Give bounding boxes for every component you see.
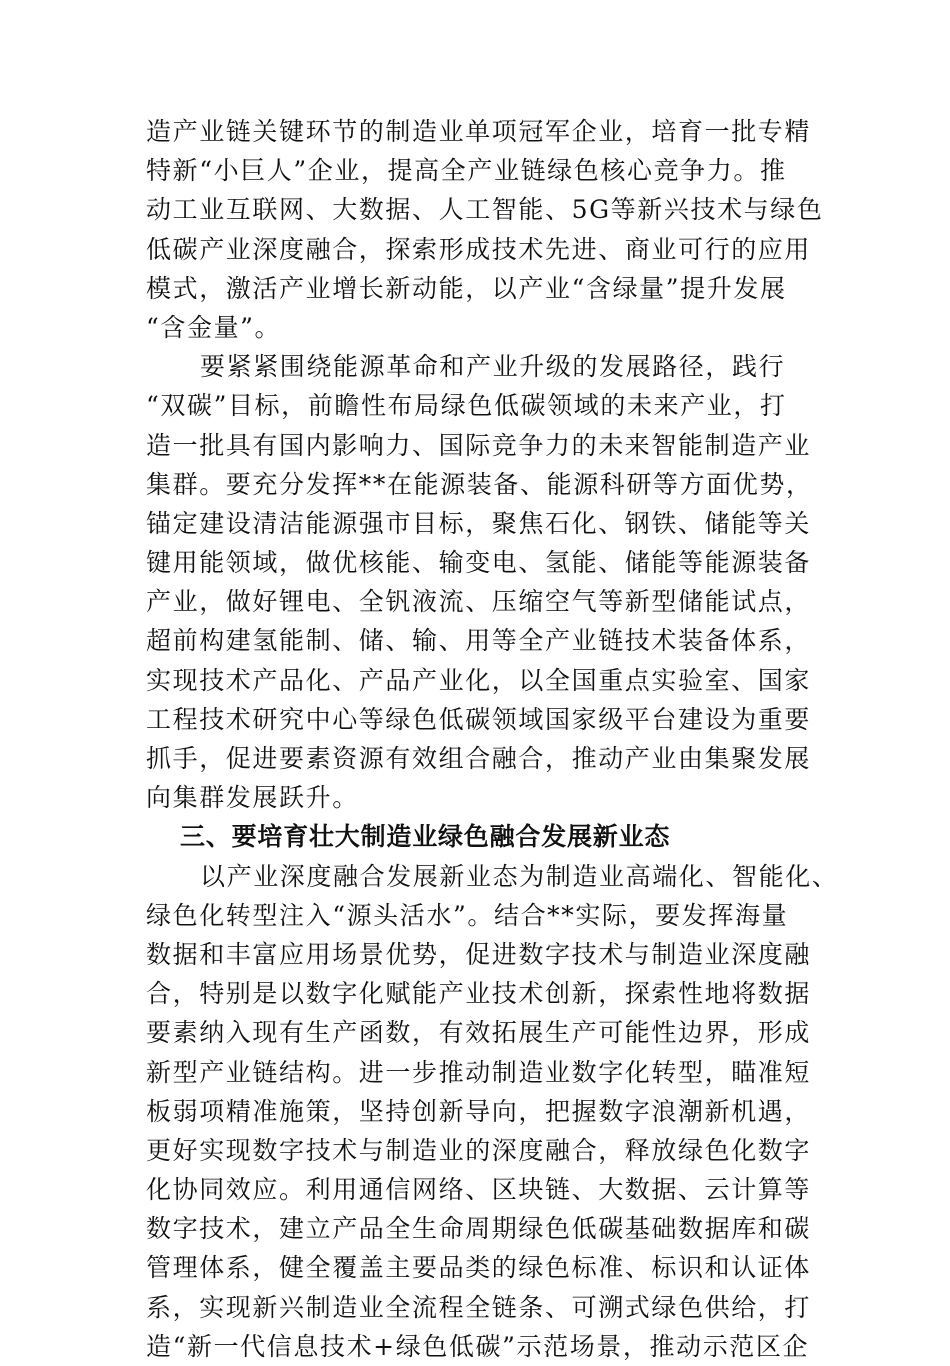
paragraph-start-line: 以产业深度融合发展新业态为制造业高端化、智能化、 [200,861,839,891]
body-line: 数字技术，建立产品全生命周期绿色低碳基础数据库和碳 [146,1214,812,1244]
body-line: 动工业互联网、大数据、人工智能、5G等新兴技术与绿色 [146,195,824,225]
body-line: 绿色化转型注入“源头活水”。结合**实际，要发挥海量 [146,900,789,930]
document-body [146,112,839,1366]
body-line: 合，特别是以数字化赋能产业技术创新，探索性地将数据 [146,979,812,1009]
body-line: 锚定建设清洁能源强市目标，聚焦石化、钢铁、储能等关 [146,508,812,538]
body-line: 工程技术研究中心等绿色低碳领域国家级平台建设为重要 [146,704,812,734]
body-line: 特新“小巨人”企业，提高全产业链绿色核心竞争力。推 [146,156,787,186]
body-line: 产业，做好锂电、全钒液流、压缩空气等新型储能试点， [146,587,812,617]
body-line: 系，实现新兴制造业全流程全链条、可溯式绿色供给，打 [146,1292,812,1322]
body-line: 低碳产业深度融合，探索形成技术先进、商业可行的应用 [146,234,812,264]
body-line: 造产业链关键环节的制造业单项冠军企业，培育一批专精 [146,117,812,146]
section-heading: 三、要培育壮大制造业绿色融合发展新业态 [180,822,671,852]
body-line: 模式，激活产业增长新动能，以产业“含绿量”提升发展 [146,273,787,303]
body-line: 造“新一代信息技术+绿色低碳”示范场景，推动示范区企 [146,1331,810,1361]
body-line: 板弱项精准施策，坚持创新导向，把握数字浪潮新机遇， [146,1096,812,1126]
body-line: 键用能领域，做优核能、输变电、氢能、储能等能源装备 [146,548,812,578]
body-line: 造一批具有国内影响力、国际竞争力的未来智能制造产业 [146,430,812,460]
body-line: “含金量”。 [146,312,282,342]
body-line: 实现技术产品化、产品产业化，以全国重点实验室、国家 [146,665,812,695]
body-line: 集群。要充分发挥**在能源装备、能源科研等方面优势， [146,469,813,499]
body-line: 超前构建氢能制、储、输、用等全产业链技术装备体系， [146,626,812,656]
body-line: 新型产业链结构。进一步推动制造业数字化转型，瞄准短 [146,1057,812,1087]
body-line: 要素纳入现有生产函数，有效拓展生产可能性边界，形成 [146,1018,812,1048]
body-line: 向集群发展跃升。 [146,783,359,813]
body-line: 抓手，促进要素资源有效组合融合，推动产业由集聚发展 [146,744,812,773]
body-line: 管理体系，健全覆盖主要品类的绿色标准、标识和认证体 [146,1253,812,1283]
paragraph-start-line: 要紧紧围绕能源革命和产业升级的发展路径，践行 [200,352,786,382]
body-line: 更好实现数字技术与制造业的深度融合，释放绿色化数字 [146,1135,812,1165]
body-line: 化协同效应。利用通信网络、区块链、大数据、云计算等 [146,1175,812,1205]
body-line: “双碳”目标，前瞻性布局绿色低碳领域的未来产业，打 [146,391,787,421]
body-line: 数据和丰富应用场景优势，促进数字技术与制造业深度融 [146,939,812,969]
